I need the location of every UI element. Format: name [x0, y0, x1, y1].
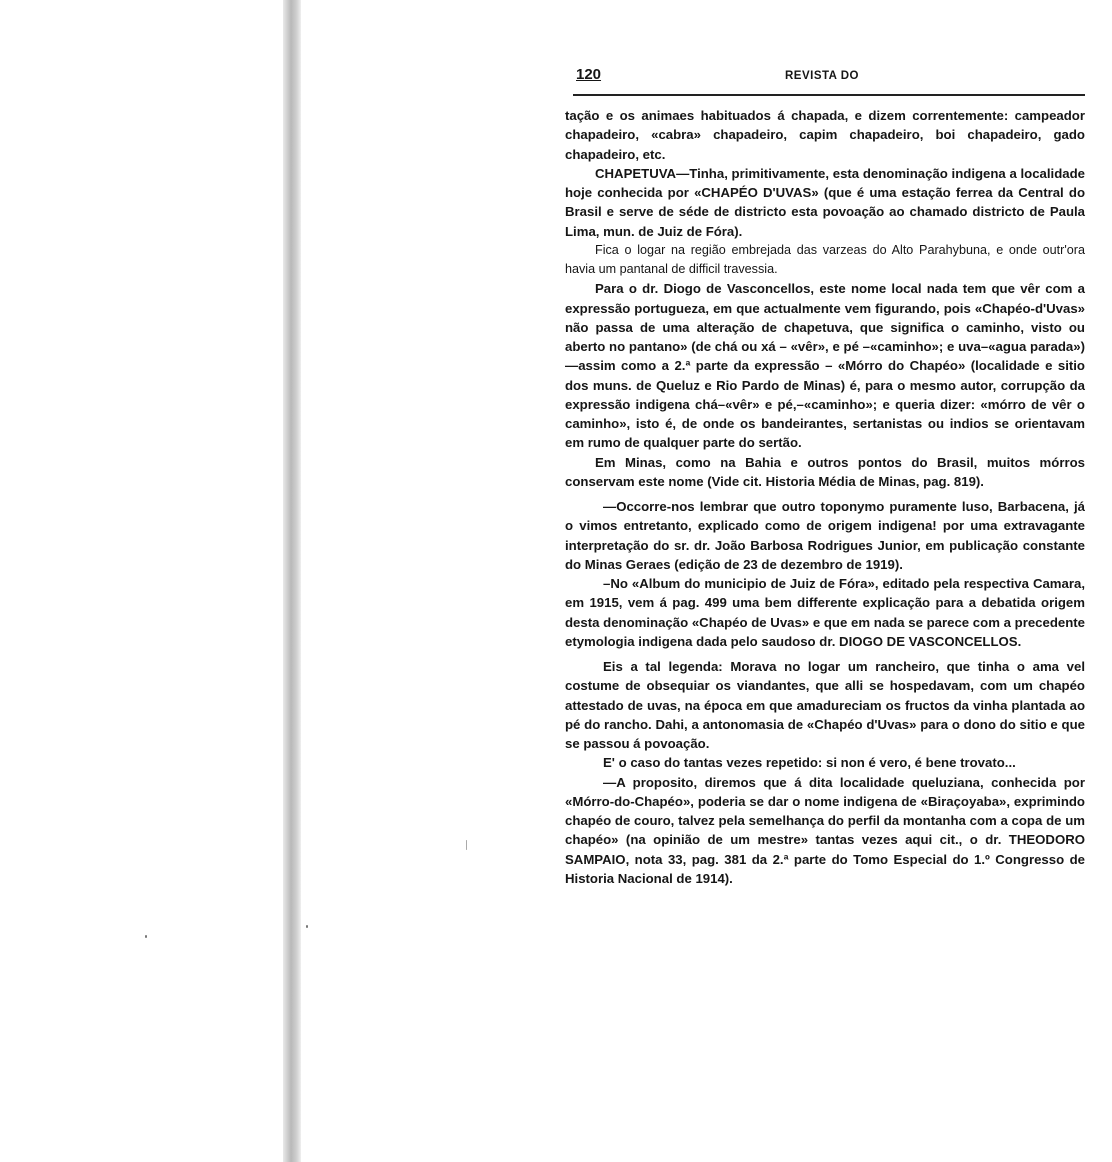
- scan-speck: [145, 935, 147, 938]
- page-number: 120: [576, 66, 602, 83]
- running-title: REVISTA DO: [785, 70, 860, 82]
- paragraph: Eis a tal legenda: Morava no logar um rancheiro, que tinha o ama vel costume de obsequiar os viandantes, que alli se hospedavam, com um chapéo attestado de uvas, na época em que amadureciam os fructos da vinha plantada ao pé do rancho. Dahi, a antonomasia de «Chapéo d'Uvas» para o dono do sitio e que se passou á povoação.: [565, 659, 1085, 751]
- page-header: [573, 64, 1085, 96]
- book-gutter-shadow: [283, 0, 301, 1162]
- scan-speck: [466, 840, 467, 850]
- paragraph: —Occorre-nos lembrar que outro toponymo puramente luso, Barbacena, já o vimos entretanto, explicado como de origem indigena! por uma extravagante interpretação do sr. dr. João Barbosa Rodrigues Junior, em publicação constante do Minas Geraes (edição de 23 de dezembro de 1919).: [565, 499, 1085, 572]
- paragraph: Em Minas, como na Bahia e outros pontos do Brasil, muitos mórros conservam este nome (Vide cit. Historia Média de Minas, pag. 819).: [565, 454, 1085, 489]
- paragraph: E' o caso do tantas vezes repetido: si non é vero, é bene trovato...: [603, 755, 1016, 771]
- paragraph: CHAPETUVA—Tinha, primitivamente, esta denominação indigena a localidade hoje conhecida por «CHAPÉO D'UVAS» (que é uma estação ferrea da Central do Brasil e serve de séde de districto esta povoação ao chamado districto de Paula Lima, mun. de Juiz de Fóra).: [565, 165, 1085, 239]
- body-text: [565, 106, 1085, 888]
- paragraph: —A proposito, diremos que á dita localidade queluziana, conhecida por «Mórro-do-Chapéo», poderia se dar o nome indigena de «Biraçoyaba», exprimindo chapéo de couro, talvez pela semelhança do perfil da montanha com a copa de um chapéo» (na opinião de um mestre» tantas vezes aqui cit., o dr. THEODORO SAMPAIO, nota 33, pag. 381 da 2.ª parte do Tomo Especial do 1.º Congresso de Historia Nacional de 1914).: [565, 774, 1085, 886]
- paragraph: Fica o logar na região embrejada das varzeas do Alto Parahybuna, e onde outr'ora havia um pantanal de difficil travessia.: [565, 242, 1085, 276]
- paragraph: Para o dr. Diogo de Vasconcellos, este nome local nada tem que vêr com a expressão portugueza, em que actualmente vem figurando, pois «Chapéo-d'Uvas» não passa de uma alteração de chapetuva, que significa o caminho, visto ou aberto no pantano» (de chá ou xá – «vêr», e pé –«caminho»; e uva–«agua parada»)—assim como a 2.ª parte da expressão – «Mórro do Chapéo» (localidade e sitio dos muns. de Queluz e Rio Pardo de Minas) é, para o mesmo autor, corrupção da expressão indigena chá–«vêr» e pé,–«caminho»; e queria dizer: «mórro de vêr o caminho», isto é, de onde os bandeirantes, sertanistas ou indios se orientavam em rumo de qualquer parte do sertão.: [565, 281, 1085, 451]
- scan-speck: [306, 925, 308, 928]
- paragraph: tação e os animaes habituados á chapada, e dizem correntemente: campeador chapadeiro, «cabra» chapadeiro, capim chapadeiro, boi chapadeiro, gado chapadeiro, etc.: [565, 108, 1085, 162]
- paragraph: –No «Album do municipio de Juiz de Fóra», editado pela respectiva Camara, em 1915, vem á pag. 499 uma bem differente explicação para a debatida origem desta denominação «Chapéo de Uvas» e que em nada se parece com a precedente etymologia indigena dada pelo saudoso dr. DIOGO DE VASCONCELLOS.: [565, 576, 1085, 649]
